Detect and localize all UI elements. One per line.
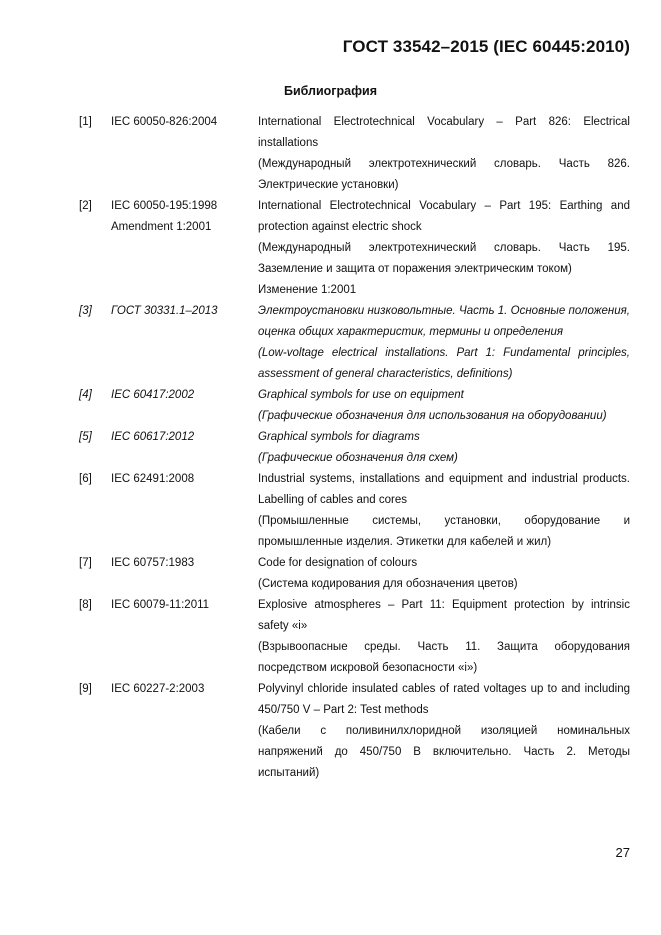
entry-standard-code (111, 385, 258, 427)
description-paragraph: (Международный электротехнический словарь. Часть 195. Заземление и защита от поражения электрическим током) (258, 242, 630, 275)
entry-standard-code (111, 553, 258, 595)
document-header: ГОСТ 33542–2015 (IEC 60445:2010) (342, 37, 630, 56)
standard-code-line: IEC 60079-11:2011 (111, 599, 210, 611)
description-paragraph: Polyvinyl chloride insulated cables of rated voltages up to and including 450/750 V – Part 2: Test methods (258, 683, 630, 716)
bibliography-entry (79, 553, 630, 595)
entry-standard-code (111, 469, 258, 553)
entry-number: [2] (79, 200, 92, 212)
description-paragraph: Graphical symbols for diagrams (258, 431, 420, 443)
bibliography-entry (79, 196, 630, 301)
entry-number: [4] (79, 389, 92, 401)
entry-number: [7] (79, 557, 92, 569)
standard-code-line: IEC 62491:2008 (111, 473, 195, 485)
standard-code-line: Amendment 1:2001 (111, 221, 212, 233)
entry-description (258, 469, 630, 553)
standard-code-line: IEC 60757:1983 (111, 557, 195, 569)
entry-description (258, 595, 630, 679)
page-number: 27 (615, 845, 630, 860)
entry-number: [9] (79, 683, 92, 695)
entry-number: [6] (79, 473, 92, 485)
entry-description (258, 112, 630, 196)
section-title: Библиография (283, 84, 378, 98)
description-paragraph: (Взрывоопасные среды. Часть 11. Защита оборудования посредством искровой безопасности «i») (258, 641, 630, 674)
description-paragraph: (Кабели с поливинилхлоридной изоляцией номинальных напряжений до 450/750 В включительно. Часть 2. Методы испытаний) (258, 725, 630, 779)
description-paragraph: (Графические обозначения для схем) (258, 452, 458, 464)
description-paragraph: (Международный электротехнический словарь. Часть 826. Электрические установки) (258, 158, 630, 191)
description-paragraph: Graphical symbols for use on equipment (258, 389, 464, 401)
entry-description (258, 301, 630, 385)
standard-code-line: IEC 60617:2012 (111, 431, 195, 443)
entry-standard-code (111, 112, 258, 196)
description-paragraph: International Electrotechnical Vocabulary – Part 195: Earthing and protection against electric shock (258, 200, 630, 233)
entry-description (258, 679, 630, 784)
entry-standard-code (111, 301, 258, 385)
description-paragraph: Explosive atmospheres – Part 11: Equipment protection by intrinsic safety «i» (258, 599, 630, 632)
description-paragraph: (Система кодирования для обозначения цветов) (258, 578, 518, 590)
bibliography-entry (79, 112, 630, 196)
standard-code-line: ГОСТ 30331.1–2013 (111, 305, 218, 317)
description-paragraph: (Low-voltage electrical installations. Part 1: Fundamental principles, assessment of general characteristics, definitions) (258, 347, 630, 380)
description-paragraph: (Промышленные системы, установки, оборудование и промышленные изделия. Этикетки для кабелей и жил) (258, 515, 630, 548)
entry-description (258, 427, 630, 469)
description-paragraph: Электроустановки низковольтные. Часть 1. Основные положения, оценка общих характеристик, термины и определения (258, 305, 630, 338)
entry-number: [8] (79, 599, 92, 611)
bibliography-entry (79, 427, 630, 469)
bibliography-entry (79, 469, 630, 553)
bibliography-list (79, 112, 630, 784)
entry-standard-code (111, 595, 258, 679)
standard-code-line: IEC 60227-2:2003 (111, 683, 205, 695)
entry-description (258, 385, 630, 427)
description-paragraph: Изменение 1:2001 (258, 284, 357, 296)
entry-standard-code (111, 427, 258, 469)
bibliography-entry (79, 385, 630, 427)
standard-code-line: IEC 60417:2002 (111, 389, 195, 401)
entry-standard-code (111, 679, 258, 784)
bibliography-entry (79, 679, 630, 784)
entry-number: [1] (79, 116, 92, 128)
entry-number: [3] (79, 305, 92, 317)
description-paragraph: (Графические обозначения для использования на оборудовании) (258, 410, 607, 422)
entry-standard-code (111, 196, 258, 301)
description-paragraph: Industrial systems, installations and equipment and industrial products. Labelling of cables and cores (258, 473, 630, 506)
description-paragraph: International Electrotechnical Vocabulary – Part 826: Electrical installations (258, 116, 630, 149)
bibliography-entry (79, 301, 630, 385)
entry-description (258, 196, 630, 301)
bibliography-entry (79, 595, 630, 679)
standard-code-line: IEC 60050-826:2004 (111, 116, 218, 128)
entry-description (258, 553, 630, 595)
standard-code-line: IEC 60050-195:1998 (111, 200, 218, 212)
description-paragraph: Code for designation of colours (258, 557, 418, 569)
entry-number: [5] (79, 431, 92, 443)
